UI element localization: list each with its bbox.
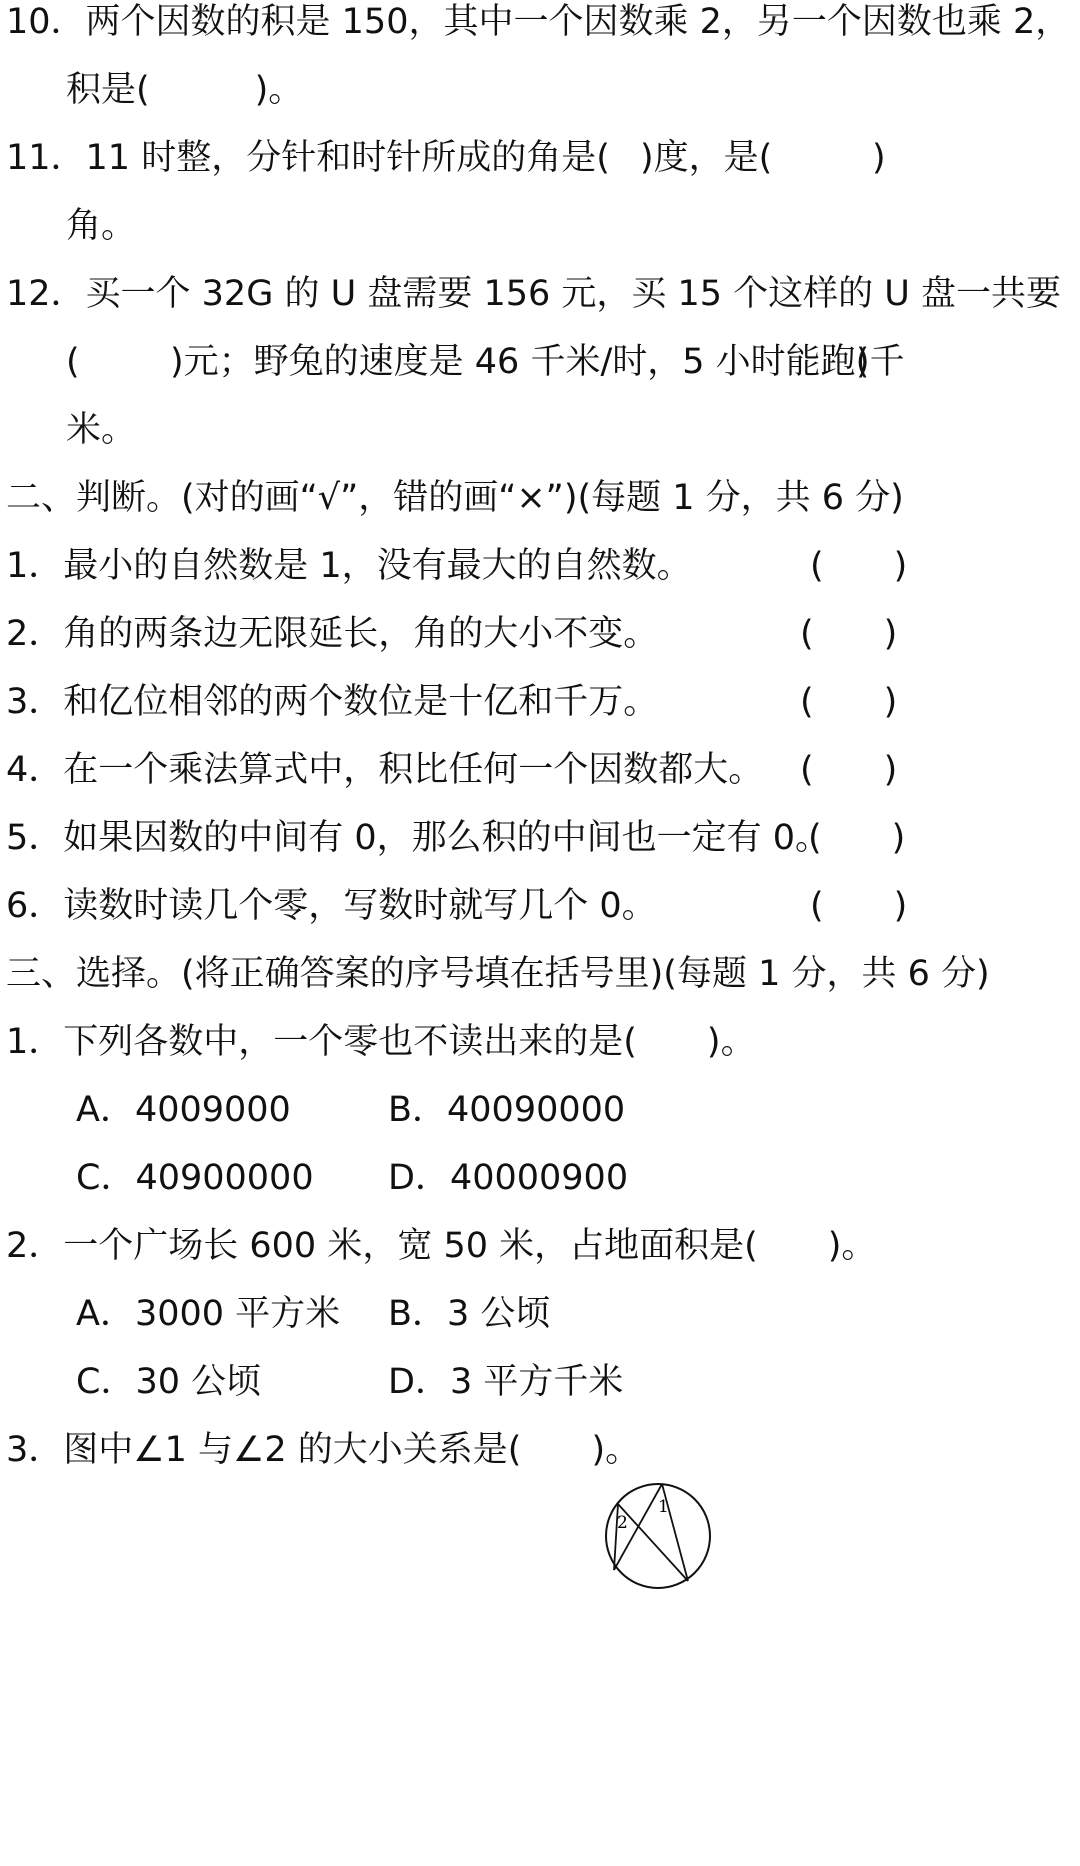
angle-circle-figure bbox=[600, 1476, 716, 1592]
q12-line2-open: ( bbox=[66, 342, 80, 382]
judge-item-4: 4．在一个乘法算式中，积比任何一个因数都大。 bbox=[6, 750, 764, 790]
q12-line3: 米。 bbox=[66, 410, 137, 450]
judge-item-5: 5．如果因数的中间有 0，那么积的中间也一定有 0。 bbox=[6, 818, 831, 858]
q11-line2: 角。 bbox=[66, 206, 137, 246]
judge-paren-1[interactable]: ( ) bbox=[810, 546, 908, 586]
judge-item-2: 2．角的两条边无限延长，角的大小不变。 bbox=[6, 614, 659, 654]
judge-paren-5[interactable]: ( ) bbox=[808, 818, 906, 858]
judge-heading: 二、判断。(对的画“√”，错的画“×”)(每题 1 分，共 6 分) bbox=[6, 478, 904, 518]
choice-heading: 三、选择。(将正确答案的序号填在括号里)(每题 1 分，共 6 分) bbox=[6, 954, 990, 994]
choice-q2-option-d[interactable]: D．3 平方千米 bbox=[388, 1362, 624, 1402]
angle-2-label: 2 bbox=[617, 1513, 628, 1533]
choice-q3-stem: 3．图中∠1 与∠2 的大小关系是( )。 bbox=[6, 1430, 641, 1470]
choice-q1-option-b[interactable]: B．40090000 bbox=[388, 1090, 626, 1130]
judge-paren-6[interactable]: ( ) bbox=[810, 886, 908, 926]
judge-item-3: 3．和亿位相邻的两个数位是十亿和千万。 bbox=[6, 682, 659, 722]
choice-q1-stem: 1．下列各数中，一个零也不读出来的是( )。 bbox=[6, 1022, 756, 1062]
choice-q2-stem: 2．一个广场长 600 米，宽 50 米，占地面积是( )。 bbox=[6, 1226, 877, 1266]
choice-q1-option-c[interactable]: C．40900000 bbox=[76, 1158, 314, 1198]
judge-item-1: 1．最小的自然数是 1，没有最大的自然数。 bbox=[6, 546, 692, 586]
q11-mid: )度，是( bbox=[640, 138, 773, 178]
q11-line1: 11．11 时整，分针和时针所成的角是( bbox=[6, 138, 610, 178]
choice-q2-option-b[interactable]: B．3 公顷 bbox=[388, 1294, 551, 1334]
judge-item-6: 6．读数时读几个零，写数时就写几个 0。 bbox=[6, 886, 657, 926]
judge-paren-3[interactable]: ( ) bbox=[800, 682, 898, 722]
judge-paren-2[interactable]: ( ) bbox=[800, 614, 898, 654]
q12-line1: 12．买一个 32G 的 U 盘需要 156 元，买 15 个这样的 U 盘一共要 bbox=[6, 274, 1062, 314]
q12-line2-body: )元；野兔的速度是 46 千米/时，5 小时能跑( bbox=[170, 342, 870, 382]
angle-1-label: 1 bbox=[658, 1497, 669, 1517]
choice-q2-option-a[interactable]: A．3000 平方米 bbox=[76, 1294, 341, 1334]
judge-paren-4[interactable]: ( ) bbox=[800, 750, 898, 790]
choice-q1-option-a[interactable]: A．4009000 bbox=[76, 1090, 291, 1130]
q10-line2: 积是( )。 bbox=[66, 70, 304, 110]
choice-q2-option-c[interactable]: C．30 公顷 bbox=[76, 1362, 262, 1402]
q11-end: ) bbox=[872, 138, 886, 178]
q10-line1: 10．两个因数的积是 150，其中一个因数乘 2，另一个因数也乘 2， bbox=[6, 2, 1071, 42]
q12-line2-end: )千 bbox=[856, 342, 905, 382]
choice-q1-option-d[interactable]: D．40000900 bbox=[388, 1158, 629, 1198]
